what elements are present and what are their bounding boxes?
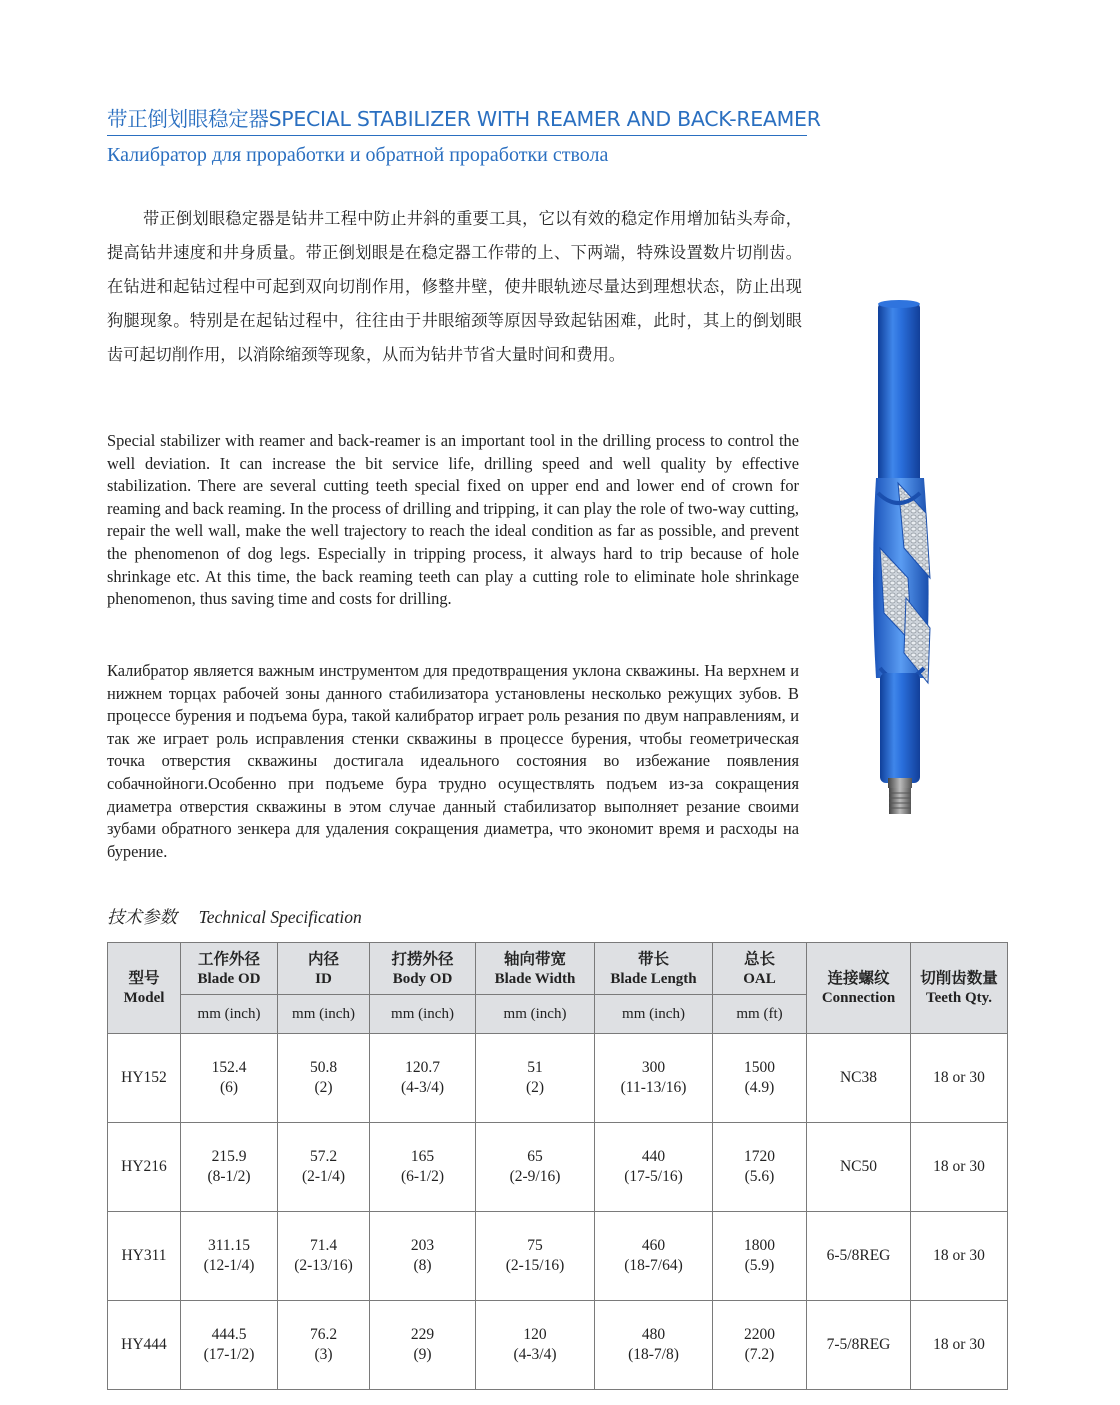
cell-blade-width: 51 (2) xyxy=(476,1034,595,1123)
page-subtitle-russian: Калибратор для проработки и обратной проработки ствола xyxy=(107,144,609,166)
unit-blade-length: mm (inch) xyxy=(595,995,713,1034)
cell-model: HY311 xyxy=(108,1212,181,1301)
description-russian: Калибратор является важным инструментом для предотвращения уклона скважины. На верхнем и нижнем торцах рабочей зоны данного стабилизатора установлены несколько режущих зубов. В процессе бурения и подъема бура, такой калибратор играет роль резания по двум направлениям, и так же играет роль исправления стенки скважины в процессе бурения, чтобы геометрическая точка отверстия скважины достигала идеального состояния во избежание появления собачнойноги.Особенно при подъеме бура трудно осуществлять подъем из-за сокращения диаметра отверстия скважины в этом случае данный стабилизатор выполняет резание своими зубами обратного зенкера для удаления сокращения диаметра, что экономит время и расходы на бурение. xyxy=(107,661,799,861)
cell-id: 71.4 (2-13/16) xyxy=(278,1212,370,1301)
cell-blade-width: 75 (2-15/16) xyxy=(476,1212,595,1301)
cell-body-od: 203 (8) xyxy=(370,1212,476,1301)
cell-oal: 2200 (7.2) xyxy=(713,1301,807,1390)
cell-model: HY216 xyxy=(108,1123,181,1212)
cell-blade-length: 300 (11-13/16) xyxy=(595,1034,713,1123)
cell-blade-od: 215.9 (8-1/2) xyxy=(181,1123,278,1212)
cell-id: 76.2 (3) xyxy=(278,1301,370,1390)
cell-oal: 1720 (5.6) xyxy=(713,1123,807,1212)
unit-blade-od: mm (inch) xyxy=(181,995,278,1034)
cell-blade-od: 152.4 (6) xyxy=(181,1034,278,1123)
page-title: 带正倒划眼稳定器SPECIAL STABILIZER WITH REAMER AND BACK-REAMER xyxy=(107,107,821,131)
cell-teeth: 18 or 30 xyxy=(911,1034,1008,1123)
spec-heading-cn: 技术参数 xyxy=(107,908,177,928)
cell-connection: NC38 xyxy=(807,1034,911,1123)
header-id: 内径 ID xyxy=(278,943,370,995)
cell-id: 57.2 (2-1/4) xyxy=(278,1123,370,1212)
header-teeth-qty: 切削齿数量 Teeth Qty. xyxy=(911,943,1008,1034)
cell-oal: 1800 (5.9) xyxy=(713,1212,807,1301)
description-english: Special stabilizer with reamer and back-reamer is an important tool in the drilling process to control the well deviation. It can increase the bit service life, drilling speed and well quality by effective stabilization. There are several cutting teeth special fixed on upper end and lower end of crown for reaming and back reaming. In the process of drilling and tripping, it can play the role of two-way cutting, repair the well wall, make the well trajectory to reach the ideal condition as far as possible, and prevent the phenomenon of dog legs. Especially in tripping process, it always hard to trip because of hole shrinkage etc. At this time, the back reaming teeth can play a cutting role to eliminate hole shrinkage phenomenon, thus saving time and costs for drilling. xyxy=(107,431,799,609)
cell-teeth: 18 or 30 xyxy=(911,1301,1008,1390)
table-row xyxy=(108,1212,1008,1301)
header-body-od: 打捞外径 Body OD xyxy=(370,943,476,995)
cell-blade-length: 480 (18-7/8) xyxy=(595,1301,713,1390)
cell-blade-width: 65 (2-9/16) xyxy=(476,1123,595,1212)
spec-heading-en: Technical Specification xyxy=(198,907,362,927)
cell-blade-length: 460 (18-7/64) xyxy=(595,1212,713,1301)
cell-body-od: 120.7 (4-3/4) xyxy=(370,1034,476,1123)
cell-model: HY444 xyxy=(108,1301,181,1390)
header-blade-length: 带长 Blade Length xyxy=(595,943,713,995)
header-connection: 连接螺纹 Connection xyxy=(807,943,911,1034)
cell-blade-width: 120 (4-3/4) xyxy=(476,1301,595,1390)
cell-model: HY152 xyxy=(108,1034,181,1123)
unit-id: mm (inch) xyxy=(278,995,370,1034)
unit-blade-width: mm (inch) xyxy=(476,995,595,1034)
table-row xyxy=(108,1034,1008,1123)
cell-body-od: 165 (6-1/2) xyxy=(370,1123,476,1212)
cell-teeth: 18 or 30 xyxy=(911,1212,1008,1301)
unit-oal: mm (ft) xyxy=(713,995,807,1034)
cell-blade-od: 444.5 (17-1/2) xyxy=(181,1301,278,1390)
cell-connection: 7-5/8REG xyxy=(807,1301,911,1390)
description-chinese: 带正倒划眼稳定器是钻井工程中防止井斜的重要工具，它以有效的稳定作用增加钻头寿命，提高钻井速度和井身质量。带正倒划眼是在稳定器工作带的上、下两端，特殊设置数片切削齿。在钻进和起钻过程中可起到双向切削作用，修整井壁，使井眼轨迹尽量达到理想状态，防止出现狗腿现象。特别是在起钻过程中，往往由于井眼缩颈等原因导致起钻困难，此时，其上的倒划眼齿可起切削作用，以消除缩颈等现象，从而为钻井节省大量时间和费用。 xyxy=(107,209,802,364)
cell-connection: 6-5/8REG xyxy=(807,1212,911,1301)
stabilizer-with-reamer-image xyxy=(868,298,948,818)
tool-thread-pin xyxy=(889,788,911,814)
header-model: 型号 Model xyxy=(108,943,181,1034)
cell-connection: NC50 xyxy=(807,1123,911,1212)
cell-blade-od: 311.15 (12-1/4) xyxy=(181,1212,278,1301)
cell-body-od: 229 (9) xyxy=(370,1301,476,1390)
cell-blade-length: 440 (17-5/16) xyxy=(595,1123,713,1212)
unit-body-od: mm (inch) xyxy=(370,995,476,1034)
cell-oal: 1500 (4.9) xyxy=(713,1034,807,1123)
header-oal: 总长 OAL xyxy=(713,943,807,995)
cell-teeth: 18 or 30 xyxy=(911,1123,1008,1212)
header-blade-od: 工作外径 Blade OD xyxy=(181,943,278,995)
tool-upper-body xyxy=(878,302,920,487)
cell-id: 50.8 (2) xyxy=(278,1034,370,1123)
title-divider xyxy=(107,135,807,136)
header-blade-width: 轴向带宽 Blade Width xyxy=(476,943,595,995)
spec-heading xyxy=(107,904,362,929)
table-row xyxy=(108,1123,1008,1212)
tool-lower-body xyxy=(880,673,920,783)
spec-table xyxy=(107,942,1008,1390)
table-row xyxy=(108,1301,1008,1390)
